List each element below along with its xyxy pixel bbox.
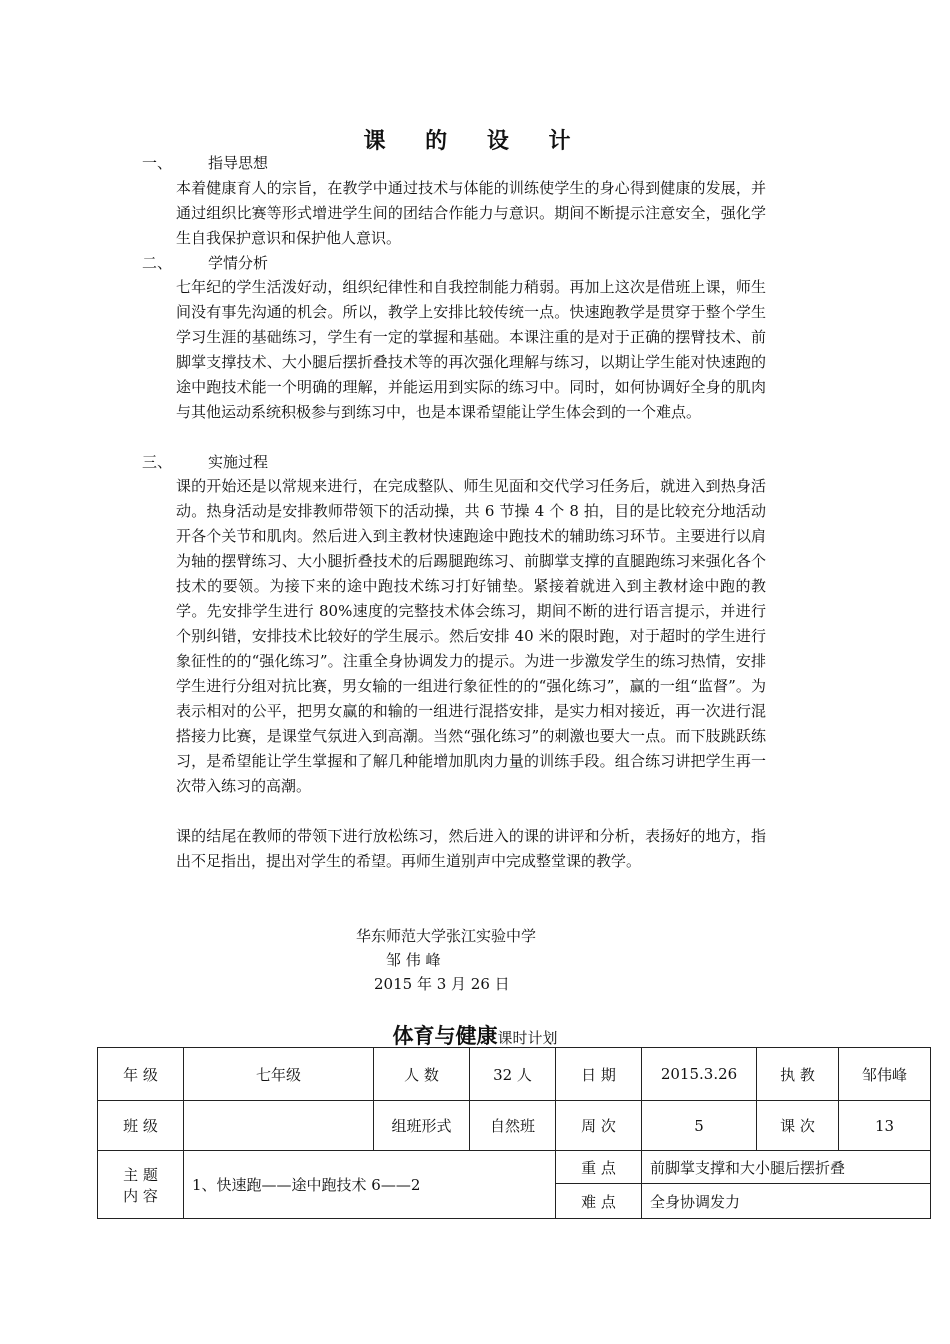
- class-label: 班 级: [98, 1101, 184, 1151]
- class-value: [184, 1101, 374, 1151]
- lesson-value: 13: [839, 1101, 931, 1151]
- section-paragraph: 课的开始还是以常规来进行，在完成整队、师生见面和交代学习任务后，就进入到热身活动。热身活动是安排教师带领下的活动操，共 6 节操 4 个 8 拍，目的是比较充分地活动开各个关节和肌肉。然后进入到主教材快速跑途中跑技术的辅助练习环节。主要进行以肩为轴的摆臂练习、大小腿折叠技术的后踢腿跑练习、前脚掌支撑的直腿跑练习来强化各个技术的要领。为接下来的途中跑技术练习打好铺垫。紧接着就进入到主教材途中跑的教学。先安排学生进行 80%速度的完整技术体会练习，期间不断的进行语言提示，并进行个别纠错，安排技术比较好的学生展示。然后安排 40 米的限时跑，对于超时的学生进行象征性的的“强化练习”。注重全身协调发力的提示。为进一步激发学生的练习热情，安排学生进行分组对抗比赛，男女输的一组进行象征性的的“强化练习”，赢的一组“监督”。为表示相对的公平，把男女赢的和输的一组进行混搭安排，是实力相对接近，再一次进行混搭接力比赛，是课堂气氛进入到高潮。当然“强化练习”的刺激也要大一点。而下肢跳跃练习，是希望能让学生掌握和了解几种能增加肌肉力量的训练手段。组合练习讲把学生再一次带入练习的高潮。: [176, 477, 766, 795]
- table-row: [98, 1151, 931, 1184]
- form-value: 自然班: [470, 1101, 556, 1151]
- signature-school: 华东师范大学张江实验中学: [356, 927, 537, 945]
- section-heading-guiding-thought: [142, 152, 268, 174]
- key-point-label: 重 点: [556, 1151, 642, 1184]
- form-label: 组班形式: [374, 1101, 470, 1151]
- teacher-value: 邹伟峰: [839, 1048, 931, 1101]
- signature-author: 邹 伟 峰: [386, 951, 441, 969]
- topic-label-line: 主 题: [123, 1165, 158, 1184]
- section-number: 一、: [142, 154, 173, 172]
- count-value: 32 人: [470, 1048, 556, 1101]
- section-heading-implementation: [142, 451, 268, 473]
- section-paragraph: 本着健康育人的宗旨，在教学中通过技术与体能的训练使学生的身心得到健康的发展，并通过组织比赛等形式增进学生间的团结合作能力与意识。期间不断提示注意安全，强化学生自我保护意识和保护他人意识。: [176, 179, 766, 247]
- topic-value: 1、快速跑——途中跑技术 6——2: [184, 1151, 556, 1219]
- section-number: 三、: [142, 453, 173, 471]
- table-row: [98, 1101, 931, 1151]
- lesson-plan-table: [97, 1047, 931, 1219]
- teacher-label: 执 教: [757, 1048, 839, 1101]
- section-paragraph: 七年纪的学生活泼好动，组织纪律性和自我控制能力稍弱。再加上这次是借班上课，师生间没有事先沟通的机会。所以，教学上安排比较传统一点。快速跑教学是贯穿于整个学生学习生涯的基础练习，学生有一定的掌握和基础。本课注重的是对于正确的摆臂技术、前脚掌支撑技术、大小腿后摆折叠技术等的再次强化理解与练习，以期让学生能对快速跑的途中跑技术能一个明确的理解，并能运用到实际的练习中。同时，如何协调好全身的肌肉与其他运动系统积极参与到练习中，也是本课希望能让学生体会到的一个难点。: [176, 278, 766, 421]
- grade-label: 年 级: [98, 1048, 184, 1101]
- signature-date: 2015 年 3 月 26 日: [374, 975, 510, 993]
- section-number: 二、: [142, 254, 173, 272]
- page-title: 课 的 设 计: [363, 129, 587, 154]
- plan-title-sub: 课时计划: [497, 1029, 558, 1047]
- count-label: 人 数: [374, 1048, 470, 1101]
- section-heading-student-analysis: [142, 252, 268, 274]
- topic-label: [98, 1151, 184, 1219]
- difficulty-value: 全身协调发力: [642, 1184, 931, 1219]
- grade-value: 七年级: [184, 1048, 374, 1101]
- lesson-label: 课 次: [757, 1101, 839, 1151]
- plan-title: [0, 1020, 950, 1050]
- topic-label-line: 内 容: [123, 1186, 158, 1205]
- date-value: 2015.3.26: [642, 1048, 757, 1101]
- difficulty-label: 难 点: [556, 1184, 642, 1219]
- section-title: 学情分析: [208, 254, 269, 272]
- plan-title-main: 体育与健康: [392, 1024, 498, 1048]
- week-value: 5: [642, 1101, 757, 1151]
- key-point-value: 前脚掌支撑和大小腿后摆折叠: [642, 1151, 931, 1184]
- section-title: 指导思想: [208, 154, 269, 172]
- section-paragraph: 课的结尾在教师的带领下进行放松练习，然后进入的课的讲评和分析，表扬好的地方，指出不足指出，提出对学生的希望。再师生道别声中完成整堂课的教学。: [176, 827, 766, 870]
- table-row: [98, 1048, 931, 1101]
- section-title: 实施过程: [208, 453, 269, 471]
- week-label: 周 次: [556, 1101, 642, 1151]
- date-label: 日 期: [556, 1048, 642, 1101]
